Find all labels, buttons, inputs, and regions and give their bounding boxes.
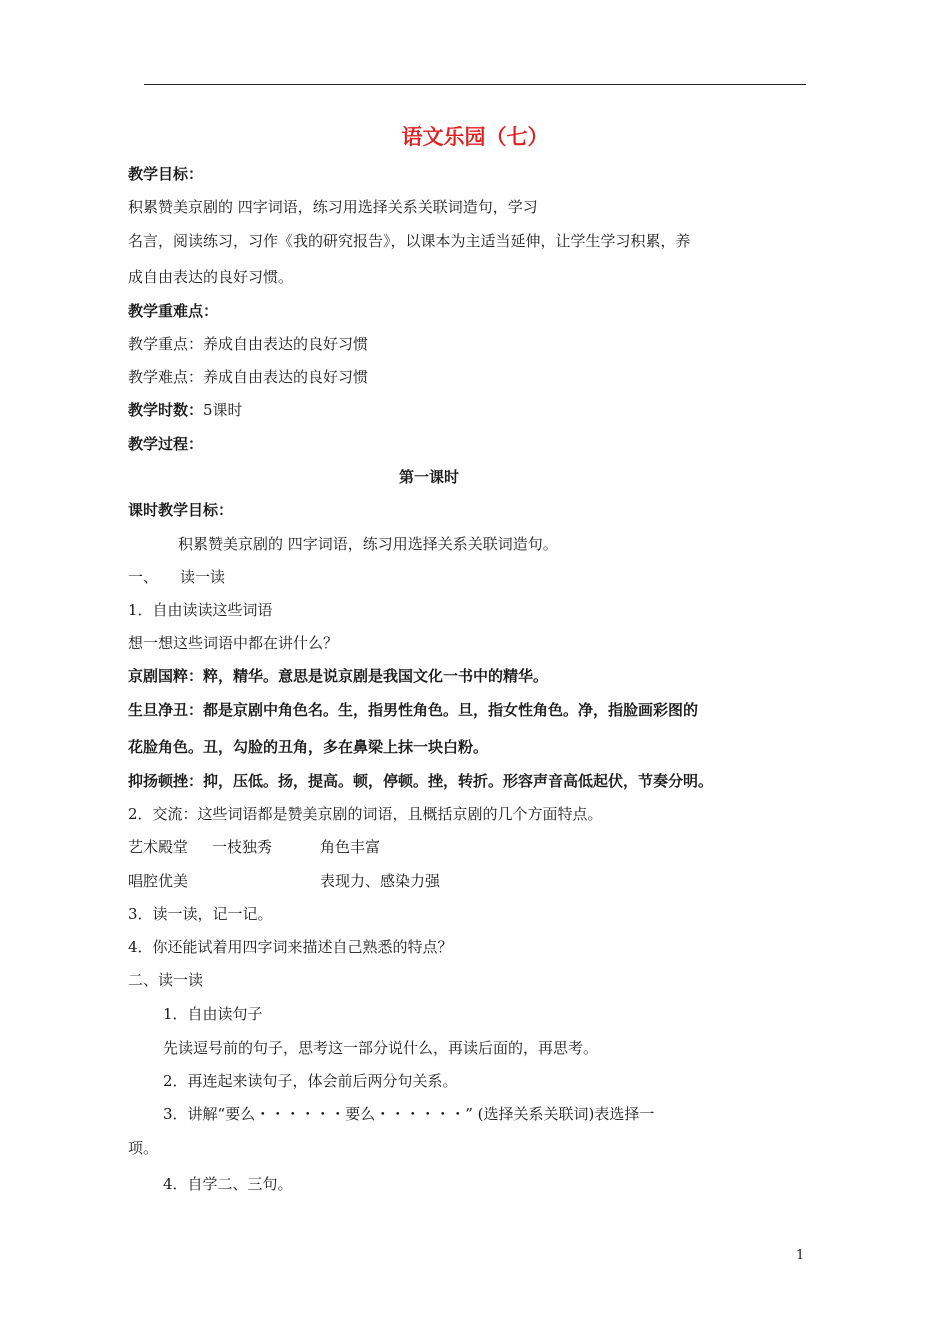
section-1-question: 想一想这些词语中都在讲什么？ (128, 634, 339, 652)
section-1-step-3: 3．读一读，记一记。 (128, 905, 273, 923)
lesson-objectives-heading: 课时教学目标： (128, 501, 234, 519)
keypoints-heading: 教学重难点： (128, 302, 219, 320)
objectives-line-3: 成自由表达的良好习惯。 (128, 268, 294, 286)
header-rule (144, 84, 806, 85)
section-2-step-3-cont: 项。 (128, 1139, 159, 1157)
section-1-step-4: 4．你还能试着用四字词来描述自己熟悉的特点？ (128, 938, 453, 956)
hours-value: 5课时 (203, 401, 243, 419)
section-1-number: 一、 (128, 568, 159, 586)
word-2: 一枝独秀 (212, 838, 273, 856)
section-2-step-3: 3．讲解“要么・・・・・・要么・・・・・・” (选择关系关联词)表选择一 (163, 1105, 655, 1123)
objectives-line-1: 积累赞美京剧的 四字词语，练习用选择关系关联词造句，学习 (128, 198, 538, 216)
word-3: 角色丰富 (320, 838, 381, 856)
word-4: 唱腔优美 (128, 872, 189, 890)
objectives-heading: 教学目标： (128, 165, 204, 183)
hours-label: 教学时数： (128, 401, 204, 419)
section-2-step-1: 1．自由读句子 (163, 1005, 263, 1023)
lesson-title: 第一课时 (398, 468, 459, 486)
definition-2a: 生旦净丑：都是京剧中角色名。生，指男性角色。旦，指女性角色。净，指脸画彩图的 (128, 701, 699, 719)
objectives-line-2: 名言，阅读练习，习作《我的研究报告》，以课本为主适当延伸，让学生学习积累，养 (128, 232, 691, 250)
process-heading: 教学过程： (128, 435, 204, 453)
section-1-title: 读一读 (180, 568, 226, 586)
difficulty: 教学难点：养成自由表达的良好习惯 (128, 368, 369, 386)
definition-2b: 花脸角色。丑，勾脸的丑角，多在鼻梁上抹一块白粉。 (128, 738, 489, 756)
section-2-step-2: 2．再连起来读句子，体会前后两分句关系。 (163, 1072, 458, 1090)
definition-1: 京剧国粹：粹，精华。意思是说京剧是我国文化一书中的精华。 (128, 667, 549, 685)
keypoint: 教学重点：养成自由表达的良好习惯 (128, 335, 369, 353)
section-2-heading: 二、读一读 (128, 971, 204, 989)
word-5: 表现力、感染力强 (320, 872, 441, 890)
hours-row (128, 400, 243, 420)
lesson-objectives: 积累赞美京剧的 四字词语，练习用选择关系关联词造句。 (178, 535, 558, 553)
page-title: 语文乐园（七） (401, 124, 549, 149)
section-1-step-2: 2．交流：这些词语都是赞美京剧的词语，且概括京剧的几个方面特点。 (128, 805, 603, 823)
page-number: 1 (796, 1248, 805, 1263)
section-2-step-1-detail: 先读逗号前的句子，思考这一部分说什么，再读后面的，再思考。 (163, 1039, 599, 1057)
word-1: 艺术殿堂 (128, 838, 189, 856)
definition-3: 抑扬顿挫：抑，压低。扬，提高。顿，停顿。挫，转折。形容声音高低起伏，节奏分明。 (128, 772, 714, 790)
section-1-step-1: 1．自由读读这些词语 (128, 601, 273, 619)
section-2-step-4: 4．自学二、三句。 (163, 1175, 293, 1193)
section-1-heading (128, 567, 225, 587)
